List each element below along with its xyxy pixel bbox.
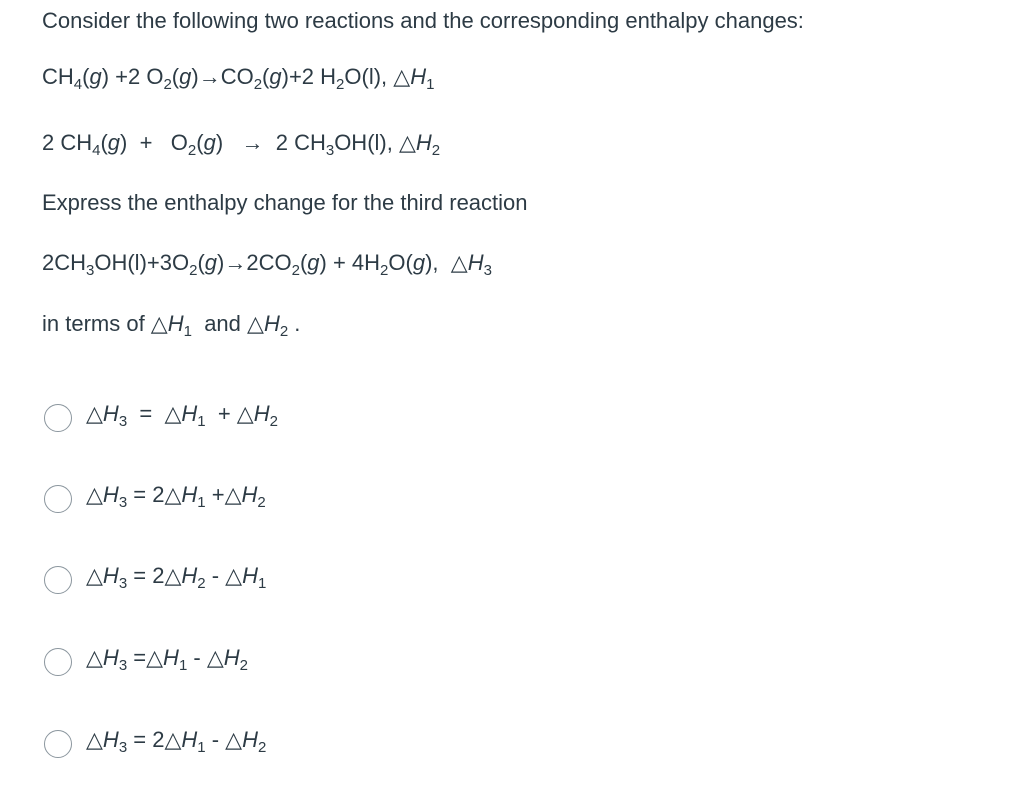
formula-text: and △ (191, 311, 264, 336)
formula-text: ( (299, 250, 308, 275)
formula-text: △ (86, 482, 103, 507)
subscript: 1 (197, 413, 206, 430)
italic-symbol: g (204, 250, 218, 275)
answer-option-label (86, 726, 266, 762)
subscript: 1 (426, 76, 435, 93)
formula-text: in terms of △ (42, 311, 168, 336)
formula-text: O(l), △ (344, 64, 411, 89)
italic-symbol: H (410, 64, 427, 89)
radio-button[interactable] (44, 404, 72, 432)
formula-text: - △ (205, 563, 243, 588)
italic-symbol: H (467, 250, 484, 275)
subscript: 2 (336, 76, 345, 93)
subscript: 4 (73, 76, 83, 93)
subscript: 2 (291, 262, 300, 279)
subscript: 3 (325, 142, 335, 159)
italic-symbol: H (415, 130, 432, 155)
answer-option-label (86, 562, 266, 598)
subscript: 2 (253, 76, 263, 93)
formula-text: OH(l), △ (334, 130, 416, 155)
subscript: 3 (86, 262, 95, 279)
italic-symbol: H (102, 482, 119, 507)
subscript: 2 (187, 142, 197, 159)
reaction-1 (42, 63, 434, 99)
answer-option-label (86, 400, 278, 436)
question-in-terms (42, 310, 300, 346)
italic-symbol: H (181, 727, 198, 752)
formula-text: )→CO (191, 64, 254, 89)
reaction-3 (42, 249, 492, 285)
question-intro: Consider the following two reactions and the corresponding enthalpy changes: (42, 8, 804, 33)
formula-text: +△ (205, 482, 242, 507)
answer-option-c[interactable] (44, 563, 266, 597)
formula-text: △ (86, 727, 103, 752)
answer-option-a[interactable] (44, 401, 278, 435)
question-express: Express the enthalpy change for the third reaction (42, 190, 528, 215)
subscript: 1 (183, 323, 192, 340)
subscript: 2 (269, 413, 278, 430)
formula-text: ( (197, 250, 205, 275)
formula-text: = 2△ (127, 482, 182, 507)
italic-symbol: H (242, 727, 258, 752)
formula-text: 2 CH (42, 130, 93, 155)
subscript: 3 (118, 494, 128, 511)
subscript: 2 (431, 142, 441, 159)
formula-text: ( (100, 130, 108, 155)
italic-symbol: g (89, 64, 102, 89)
subscript: 1 (178, 657, 188, 674)
subscript: 2 (189, 262, 198, 279)
italic-symbol: H (102, 727, 119, 752)
subscript: 2 (380, 262, 389, 279)
formula-text: )+2 H (281, 64, 337, 89)
subscript: 3 (118, 739, 128, 756)
formula-text: △ (86, 645, 103, 670)
formula-text: - △ (187, 645, 224, 670)
subscript: 2 (163, 76, 172, 93)
subscript: 3 (118, 657, 128, 674)
formula-text: O( (388, 250, 413, 275)
subscript: 1 (197, 739, 206, 756)
answer-option-label (86, 644, 248, 680)
subscript: 2 (258, 739, 267, 756)
subscript: 2 (279, 323, 289, 340)
formula-text: =△ (127, 645, 164, 670)
formula-text: )→2CO (217, 250, 292, 275)
radio-button[interactable] (44, 566, 72, 594)
formula-text: ( (196, 130, 204, 155)
italic-symbol: H (223, 645, 240, 670)
formula-text: 2CH (42, 250, 87, 275)
subscript: 2 (239, 657, 248, 674)
formula-text: OH(l)+3O (94, 250, 190, 275)
formula-text: △ (86, 563, 103, 588)
formula-text: = 2△ (127, 563, 182, 588)
formula-text: ), △ (425, 250, 468, 275)
subscript: 2 (197, 575, 206, 592)
subscript: 3 (483, 262, 492, 279)
italic-symbol: H (102, 645, 119, 670)
italic-symbol: H (263, 311, 280, 336)
formula-text: ) + O (120, 130, 188, 155)
formula-text: ( (82, 64, 90, 89)
subscript: 3 (118, 575, 128, 592)
answer-option-d[interactable] (44, 645, 248, 679)
italic-symbol: H (181, 482, 198, 507)
answer-option-label (86, 481, 266, 517)
formula-text: + △ (205, 401, 254, 426)
subscript: 4 (92, 142, 101, 159)
italic-symbol: H (163, 645, 179, 670)
formula-text: = △ (127, 401, 182, 426)
italic-symbol: g (203, 130, 216, 155)
italic-symbol: g (269, 64, 282, 89)
italic-symbol: H (181, 563, 198, 588)
radio-button[interactable] (44, 485, 72, 513)
radio-button[interactable] (44, 730, 72, 758)
italic-symbol: H (241, 482, 258, 507)
subscript: 1 (258, 575, 267, 592)
formula-text: ) +2 O (101, 64, 164, 89)
formula-text: ( (262, 64, 270, 89)
formula-text: = 2△ (127, 727, 182, 752)
formula-text: ( (171, 64, 180, 89)
italic-symbol: H (253, 401, 270, 426)
reaction-2 (42, 129, 440, 165)
italic-symbol: g (107, 130, 121, 155)
subscript: 1 (197, 494, 206, 511)
formula-text: - △ (205, 727, 243, 752)
italic-symbol: H (181, 401, 198, 426)
italic-symbol: H (102, 563, 119, 588)
formula-text: . (288, 311, 301, 336)
italic-symbol: g (179, 64, 192, 89)
subscript: 2 (257, 494, 266, 511)
subscript: 3 (118, 413, 128, 430)
formula-text: ) → 2 CH (215, 130, 326, 155)
italic-symbol: g (412, 250, 426, 275)
italic-symbol: g (307, 250, 320, 275)
answer-option-e[interactable] (44, 727, 266, 761)
formula-text: ) + 4H (319, 250, 381, 275)
italic-symbol: H (242, 563, 258, 588)
italic-symbol: H (167, 311, 184, 336)
italic-symbol: H (102, 401, 119, 426)
formula-text: △ (86, 401, 103, 426)
answer-option-b[interactable] (44, 482, 266, 516)
radio-button[interactable] (44, 648, 72, 676)
formula-text: CH (42, 64, 74, 89)
